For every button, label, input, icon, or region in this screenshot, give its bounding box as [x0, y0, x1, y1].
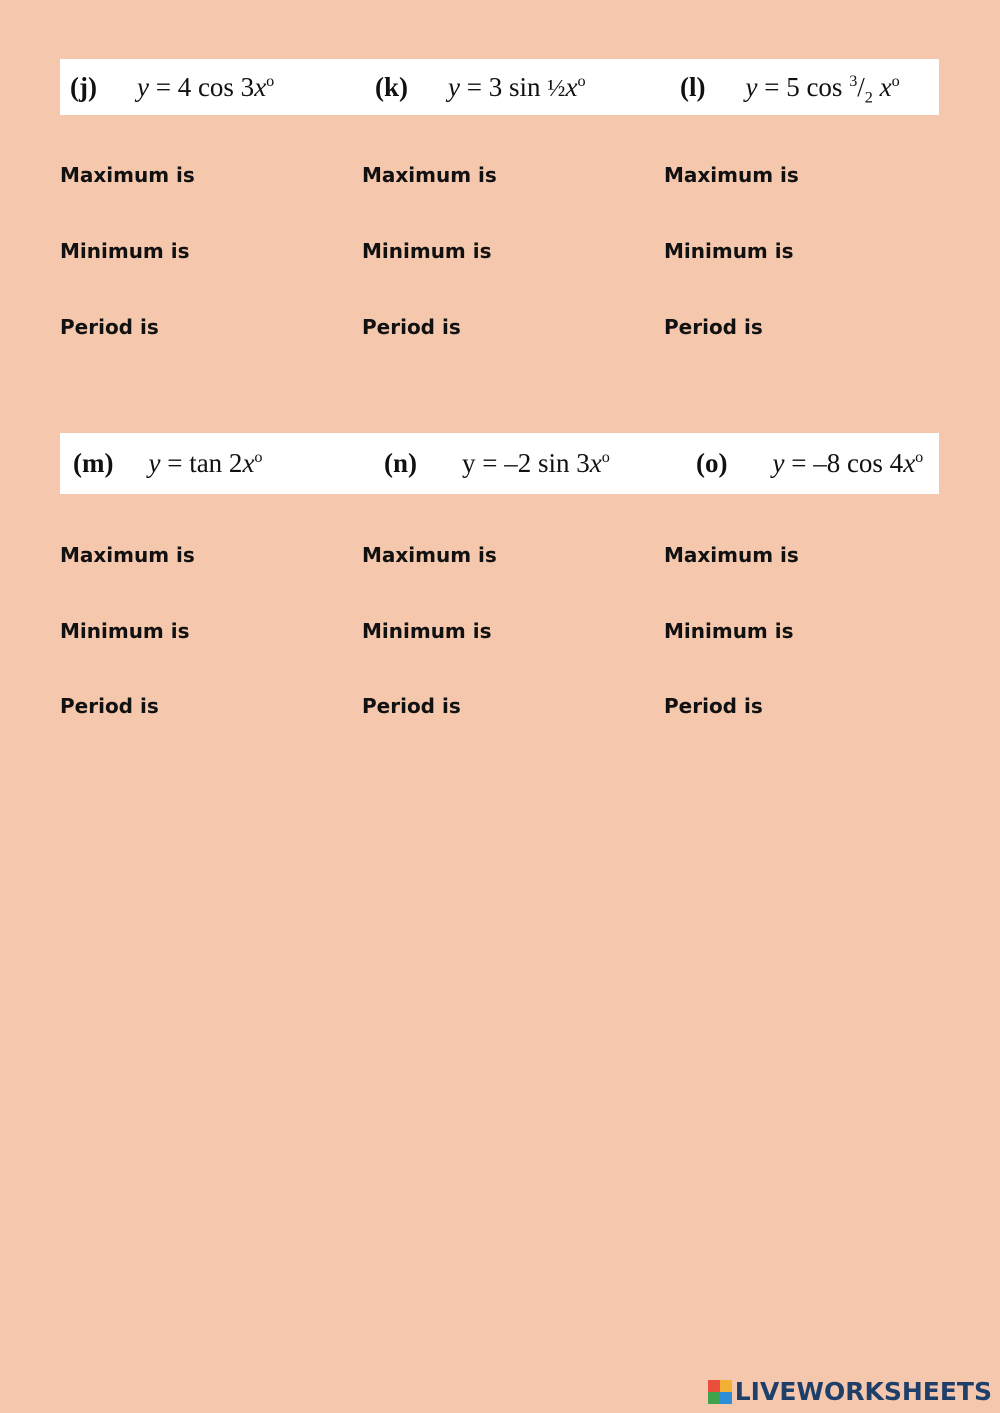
period-label-o: Period is — [664, 694, 763, 718]
question-letter: (j) — [70, 71, 97, 102]
liveworksheets-brand-text: LIVEWORKSHEETS — [734, 1377, 992, 1406]
minimum-answer-m[interactable] — [200, 616, 354, 650]
period-label-j: Period is — [60, 315, 159, 339]
formula-j: y = 4 $\cos 3x^o$ — [136, 71, 275, 102]
formula-m: $y = \tan 2x^o$ — [148, 448, 263, 478]
formula-o: y = –8 $\cos 4x^o$ — [772, 448, 924, 478]
minimum-label-j: Minimum is — [60, 239, 190, 263]
minimum-label-m: Minimum is — [60, 619, 190, 643]
period-answer-j[interactable] — [167, 312, 321, 346]
question-j — [70, 59, 274, 115]
minimum-answer-j[interactable] — [200, 236, 354, 270]
question-letter: (m) — [73, 448, 114, 478]
maximum-answer-o[interactable] — [809, 540, 953, 574]
period-label-l: Period is — [664, 315, 763, 339]
maximum-label-m: Maximum is — [60, 543, 195, 567]
minimum-label-n: Minimum is — [362, 619, 492, 643]
minimum-label-l: Minimum is — [664, 239, 794, 263]
minimum-answer-k[interactable] — [502, 236, 656, 270]
question-l — [680, 59, 900, 115]
question-o — [696, 433, 923, 494]
minimum-label-o: Minimum is — [664, 619, 794, 643]
maximum-label-o: Maximum is — [664, 543, 799, 567]
question-letter: (l) — [680, 71, 706, 102]
question-letter: (k) — [375, 71, 408, 102]
formula-n: y = –2 $\sin 3x^o$ — [462, 448, 610, 478]
question-n — [384, 433, 610, 494]
maximum-label-j: Maximum is — [60, 163, 195, 187]
minimum-answer-l[interactable] — [804, 236, 948, 270]
maximum-label-n: Maximum is — [362, 543, 497, 567]
maximum-answer-m[interactable] — [205, 540, 359, 574]
period-label-k: Period is — [362, 315, 461, 339]
maximum-answer-k[interactable] — [507, 160, 661, 194]
period-label-n: Period is — [362, 694, 461, 718]
period-label-m: Period is — [60, 694, 159, 718]
maximum-label-l: Maximum is — [664, 163, 799, 187]
maximum-answer-j[interactable] — [205, 160, 359, 194]
minimum-label-k: Minimum is — [362, 239, 492, 263]
period-answer-l[interactable] — [771, 312, 945, 346]
period-answer-n[interactable] — [469, 691, 623, 725]
maximum-answer-n[interactable] — [507, 540, 661, 574]
question-k — [375, 59, 586, 115]
question-letter: (o) — [696, 448, 728, 478]
question-letter: (n) — [384, 448, 417, 478]
liveworksheets-logo — [708, 1377, 992, 1406]
period-answer-k[interactable] — [469, 312, 623, 346]
period-answer-o[interactable] — [771, 691, 945, 725]
maximum-label-k: Maximum is — [362, 163, 497, 187]
question-m — [73, 433, 263, 494]
equation-bar-2 — [60, 433, 939, 494]
formula-l: y = 5 $\cos ^3/_2$ $x^o$ — [745, 71, 900, 106]
period-answer-m[interactable] — [167, 691, 321, 725]
equation-bar-1 — [60, 59, 939, 115]
minimum-answer-n[interactable] — [502, 616, 656, 650]
maximum-answer-l[interactable] — [809, 160, 953, 194]
liveworksheets-logo-icon — [708, 1380, 732, 1404]
formula-k: y = 3 $\sin \frac{1}{2}x^o$ — [448, 71, 586, 102]
minimum-answer-o[interactable] — [804, 616, 948, 650]
